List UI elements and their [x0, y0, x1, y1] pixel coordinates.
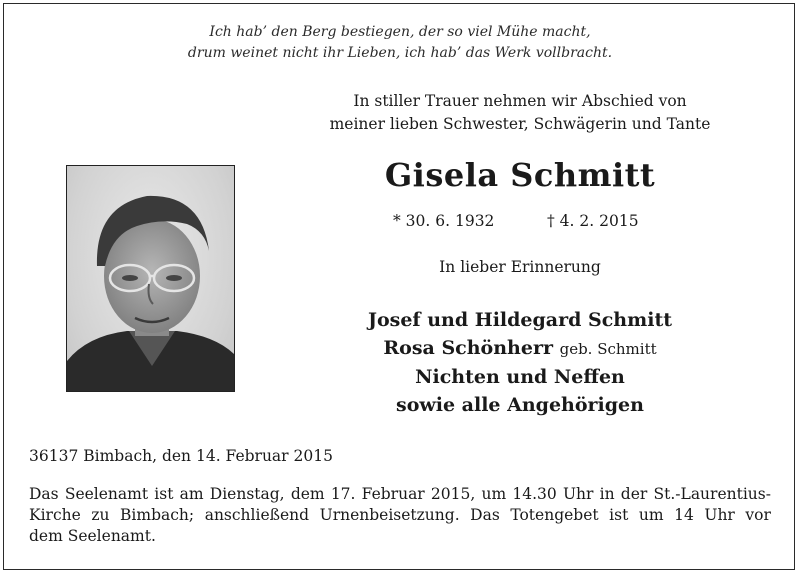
motto-line-1: Ich hab’ den Berg bestiegen, der so viel Mühe macht,	[209, 24, 591, 40]
notice-line-3: dem Seelenamt.	[29, 527, 156, 545]
notice-word: St.-Laurentius-	[653, 485, 771, 503]
notice-line-1	[29, 484, 771, 505]
notice-word: zu	[91, 506, 110, 524]
notice-word: um	[481, 485, 507, 503]
funeral-notice	[29, 484, 771, 547]
notice-word: der	[620, 485, 648, 503]
maiden-name-note: geb. Schmitt	[559, 340, 657, 358]
notice-word: Das	[470, 506, 500, 524]
mourner-line-4: sowie alle Angehörigen	[396, 394, 644, 416]
memory-phrase: In lieber Erinnerung	[439, 258, 601, 276]
notice-word: Uhr	[704, 506, 735, 524]
notice-word: am	[179, 485, 204, 503]
notice-word: Dienstag,	[209, 485, 285, 503]
mourner-line-2	[270, 334, 770, 363]
birth-date: * 30. 6. 1932	[393, 212, 495, 230]
notice-word: Kirche	[29, 506, 81, 524]
deceased-name: Gisela Schmitt	[384, 156, 656, 194]
mourner-name-rosa: Rosa Schönherr	[383, 337, 553, 359]
notice-line-2	[29, 505, 771, 526]
notice-word: Seelenamt	[64, 485, 149, 503]
notice-word: 14.30	[512, 485, 557, 503]
place-date: 36137 Bimbach, den 14. Februar 2015	[29, 447, 333, 465]
notice-word: 14	[674, 506, 694, 524]
notice-word: dem	[290, 485, 325, 503]
intro-line-1: In stiller Trauer nehmen wir Abschied von	[353, 92, 687, 110]
motto-line-2: drum weinet nicht ihr Lieben, ich hab’ das Werk vollbracht.	[187, 45, 613, 61]
notice-word: Das	[29, 485, 59, 503]
notice-word: Februar	[361, 485, 425, 503]
notice-word: um	[638, 506, 664, 524]
notice-word: vor	[745, 506, 771, 524]
portrait-illustration	[67, 166, 235, 392]
notice-word: Totengebet	[510, 506, 599, 524]
notice-word: Urnenbeisetzung.	[319, 506, 460, 524]
mourners-list	[270, 306, 770, 419]
mourner-line-3: Nichten und Neffen	[415, 366, 625, 388]
notice-word: in	[599, 485, 615, 503]
intro-line-2: meiner lieben Schwester, Schwägerin und Tante	[329, 115, 711, 133]
notice-word: anschließend	[204, 506, 310, 524]
notice-word: ist	[609, 506, 629, 524]
notice-word: Bimbach;	[120, 506, 195, 524]
notice-word: 17.	[330, 485, 356, 503]
notice-word: Uhr	[562, 485, 594, 503]
death-date: † 4. 2. 2015	[547, 212, 639, 230]
notice-word: ist	[154, 485, 174, 503]
motto-verse	[0, 22, 800, 64]
intro-text	[270, 90, 770, 136]
mourner-line-1: Josef und Hildegard Schmitt	[367, 309, 672, 331]
notice-word: 2015,	[430, 485, 476, 503]
portrait-photo	[66, 165, 235, 392]
